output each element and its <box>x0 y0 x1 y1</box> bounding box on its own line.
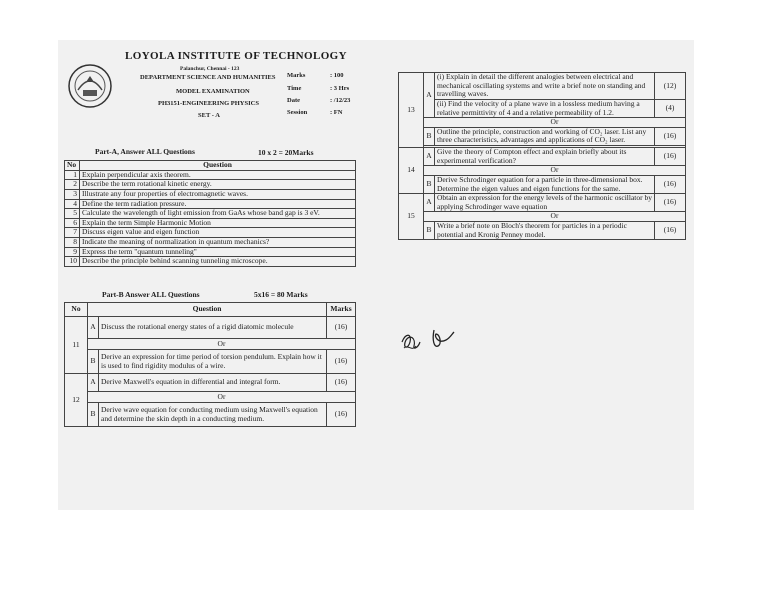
meta-value: : FN <box>330 109 343 116</box>
q-text <box>435 73 655 100</box>
table-row <box>65 189 356 199</box>
or-separator: Or <box>88 339 356 350</box>
meta-key: Session <box>287 109 308 116</box>
q-option: B <box>424 175 435 193</box>
department: DEPARTMENT SCIENCE AND HUMANITIES <box>140 74 276 81</box>
q-marks: (16) <box>655 148 686 166</box>
q-marks: (4) <box>655 99 686 117</box>
partB-heading: Part-B Answer ALL Questions <box>102 290 200 299</box>
handwritten-signature <box>398 322 478 358</box>
q-text: Explain perpendicular axis theorem. <box>80 170 356 180</box>
q-marks: (16) <box>327 350 356 374</box>
q-text: Calculate the wavelength of light emission from GaAs whose band gap is 3 eV. <box>80 209 356 219</box>
or-separator: Or <box>424 118 686 128</box>
q-no: 9 <box>65 247 80 257</box>
col-marks: Marks <box>327 303 356 317</box>
q-text: Define the term radiation pressure. <box>80 199 356 209</box>
institute-name: LOYOLA INSTITUTE OF TECHNOLOGY <box>125 50 347 62</box>
q-marks: (16) <box>655 175 686 193</box>
col-no: No <box>65 303 88 317</box>
q-no: 14 <box>399 148 424 194</box>
q-text: Explain the term Simple Harmonic Motion <box>80 218 356 228</box>
q-marks: (16) <box>655 127 686 145</box>
q-option: B <box>424 127 435 145</box>
q-text: Derive wave equation for conducting medium using Maxwell's equation and determine the skin depth in a conducting medium. <box>99 403 327 427</box>
q-marks: (16) <box>327 403 356 427</box>
q-no: 2 <box>65 180 80 190</box>
q-option: B <box>88 403 99 427</box>
q-text: Discuss the rotational energy states of a rigid diatomic molecule <box>99 317 327 339</box>
partB-continued-table <box>398 72 686 240</box>
or-separator: Or <box>88 392 356 403</box>
q-text: Illustrate any four properties of electromagnetic waves. <box>80 189 356 199</box>
col-question: Question <box>80 161 356 171</box>
q-text: Outline the principle, construction and working of CO₂ laser. List any three characteristics, advantages and applications of CO₂ laser. <box>435 127 655 145</box>
q-option: A <box>424 148 435 166</box>
q-text: Indicate the meaning of normalization in quantum mechanics? <box>80 238 356 248</box>
q-text: Give the theory of Compton effect and explain briefly about its experimental verification? <box>435 148 655 166</box>
partB-marks: 5x16 = 80 Marks <box>254 290 308 299</box>
partA-table <box>64 160 356 267</box>
exam-name: MODEL EXAMINATION <box>176 88 250 95</box>
address: Palanchur, Chennai - 123 <box>180 66 240 72</box>
q-text-part: and travelling waves. <box>437 80 646 99</box>
table-row <box>65 257 356 267</box>
q-text: Derive Maxwell's equation in differential and integral form. <box>99 374 327 392</box>
meta-key: Time <box>287 85 302 92</box>
partB-table <box>64 302 356 427</box>
q-marks: (16) <box>655 222 686 240</box>
table-header-row <box>65 161 356 171</box>
q-no: 7 <box>65 228 80 238</box>
q-marks: (12) <box>655 73 686 100</box>
q-text: Derive Schrodinger equation for a particle in three-dimensional box. Determine the eigen values and eigen functions for the same. <box>435 175 655 193</box>
meta-value: : 3 Hrs <box>330 85 350 92</box>
partA-heading: Part-A, Answer ALL Questions <box>95 147 195 156</box>
q-text: Obtain an expression for the energy levels of the harmonic oscillator by applying Schrodinger wave equation <box>435 194 655 212</box>
or-separator: Or <box>424 212 686 222</box>
q-no: 11 <box>65 317 88 374</box>
q-text: Describe the principle behind scanning tunneling microscope. <box>80 257 356 267</box>
q-text: Derive an expression for time period of torsion pendulum. Explain how it is used to find rigidity modulus of a wire. <box>99 350 327 374</box>
set-label: SET - A <box>198 112 220 119</box>
q-option: B <box>424 222 435 240</box>
table-row <box>65 209 356 219</box>
table-row <box>65 238 356 248</box>
meta-value: : 100 <box>330 72 344 79</box>
q-option: A <box>424 73 435 118</box>
q-no: 10 <box>65 257 80 267</box>
q-text: Write a brief note on Bloch's theorem for particles in a periodic potential and Kronig Penney model. <box>435 222 655 240</box>
q-marks: (16) <box>655 194 686 212</box>
q-no: 12 <box>65 374 88 427</box>
q-no: 13 <box>399 73 424 148</box>
q-no: 5 <box>65 209 80 219</box>
college-logo <box>66 62 114 110</box>
q-text: Discuss eigen value and eigen function <box>80 228 356 238</box>
q-text-part: (i) Explain in detail the different analogies between electrical and mechanical oscillating systems and write a brief note on standing <box>437 72 634 90</box>
course-name: PH3151-ENGINEERING PHYSICS <box>158 100 259 107</box>
q-text: Express the term "quantum tunneling" <box>80 247 356 257</box>
q-option: A <box>88 374 99 392</box>
meta-key: Date <box>287 97 300 104</box>
q-no: 6 <box>65 218 80 228</box>
table-row <box>65 180 356 190</box>
q-marks: (16) <box>327 317 356 339</box>
q-no: 1 <box>65 170 80 180</box>
q-no: 8 <box>65 238 80 248</box>
q-no: 4 <box>65 199 80 209</box>
q-option: A <box>424 194 435 212</box>
q-option: A <box>88 317 99 339</box>
or-separator: Or <box>424 166 686 176</box>
q-text: Describe the term rotational kinetic energy. <box>80 180 356 190</box>
q-text: (ii) Find the velocity of a plane wave in a lossless medium having a relative permittivity of 4 and a relative permeability of 1.2. <box>435 99 655 117</box>
partA-marks: 10 x 2 = 20Marks <box>258 148 314 157</box>
col-no: No <box>65 161 80 171</box>
meta-value: : /12/23 <box>330 97 351 104</box>
q-marks: (16) <box>327 374 356 392</box>
q-no: 3 <box>65 189 80 199</box>
meta-key: Marks <box>287 72 306 79</box>
table-header-row <box>65 303 356 317</box>
q-option: B <box>88 350 99 374</box>
col-question: Question <box>88 303 327 317</box>
q-no: 15 <box>399 194 424 240</box>
